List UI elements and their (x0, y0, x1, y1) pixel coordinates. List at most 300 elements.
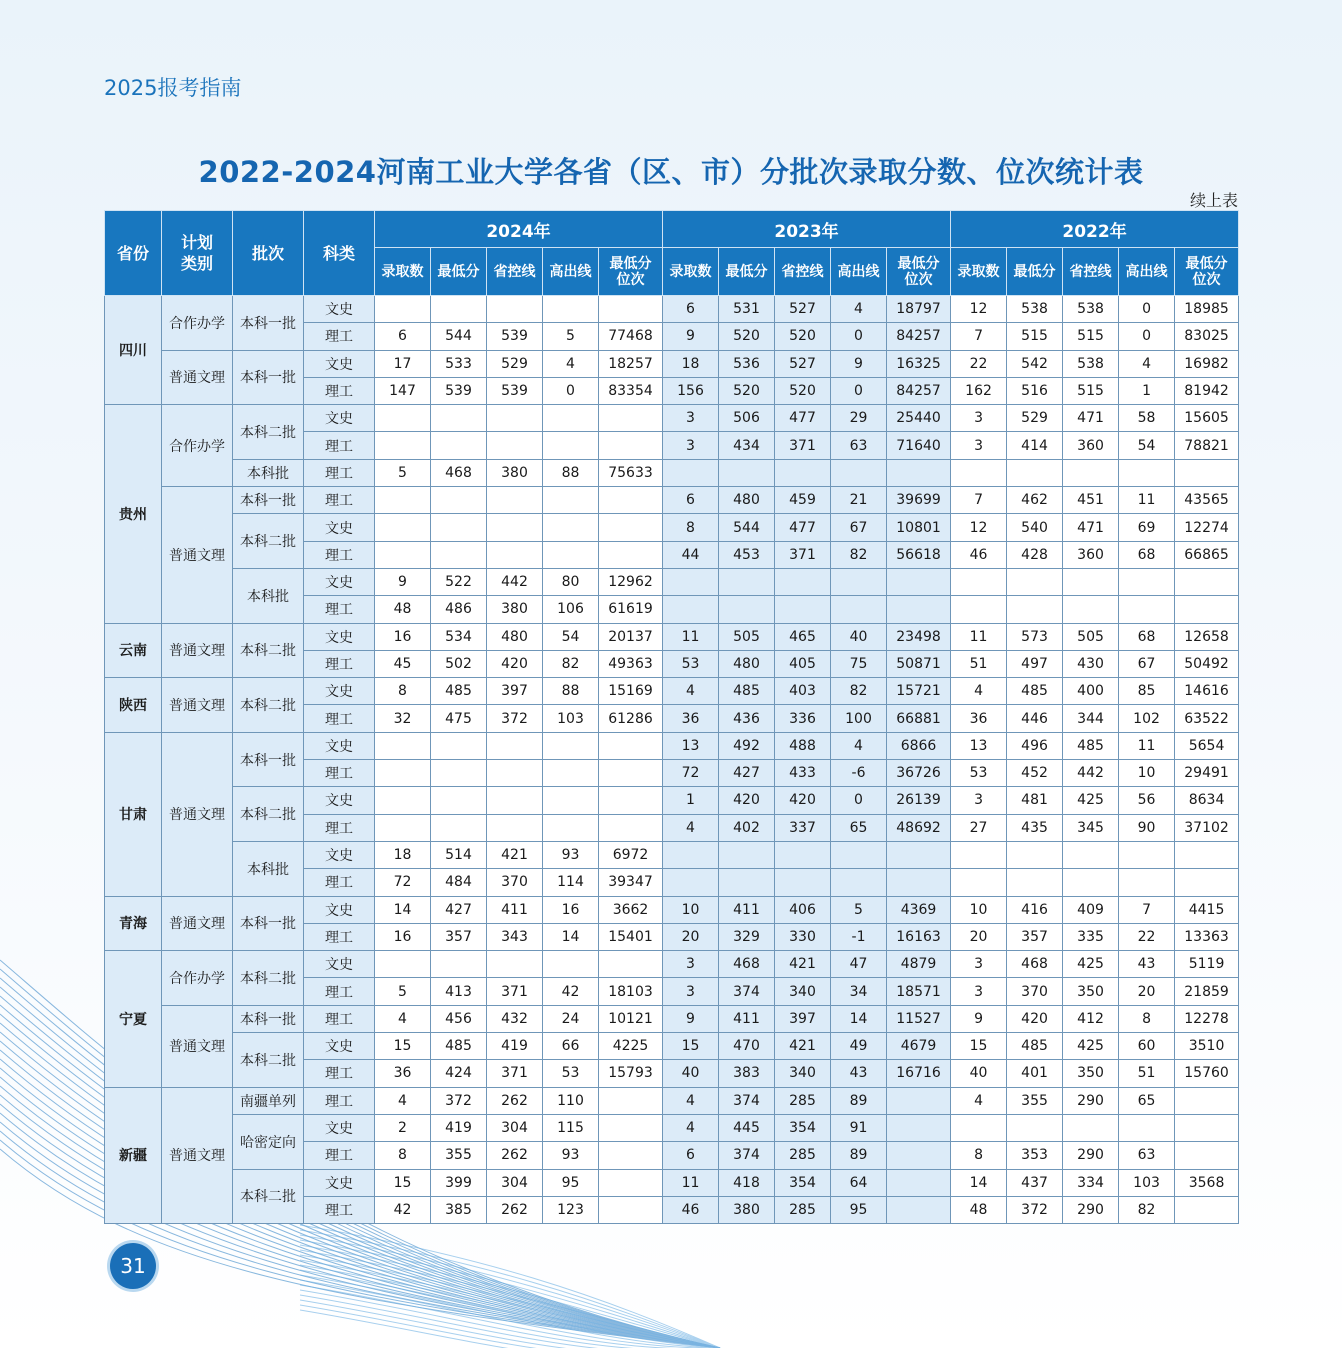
value-cell-2022年-2: 515 (1063, 323, 1119, 350)
value-cell-2024年-2 (487, 814, 543, 841)
subject-cell: 理工 (304, 1087, 375, 1114)
subject-cell: 文史 (304, 405, 375, 432)
value-cell-2023年-2: 520 (775, 377, 831, 404)
admission-score-table (104, 210, 1239, 1224)
value-cell-2023年-3: 82 (831, 541, 887, 568)
value-cell-2024年-0 (375, 432, 431, 459)
batch-cell: 本科二批 (233, 623, 304, 678)
value-cell-2023年-0: 156 (663, 377, 719, 404)
value-cell-2024年-2: 411 (487, 896, 543, 923)
value-cell-2023年-3: 63 (831, 432, 887, 459)
value-cell-2022年-4: 66865 (1175, 541, 1239, 568)
value-cell-2022年-2: 290 (1063, 1196, 1119, 1223)
value-cell-2023年-4: 10801 (887, 514, 951, 541)
value-cell-2024年-4: 3662 (599, 896, 663, 923)
value-cell-2022年-2: 451 (1063, 487, 1119, 514)
value-cell-2022年-2: 485 (1063, 732, 1119, 759)
header-year-2024: 2024年 (375, 211, 663, 248)
value-cell-2023年-3: 49 (831, 1033, 887, 1060)
table-row (105, 951, 1239, 978)
value-cell-2024年-3: 82 (543, 650, 599, 677)
value-cell-2022年-1: 435 (1007, 814, 1063, 841)
value-cell-2024年-3: 115 (543, 1114, 599, 1141)
value-cell-2024年-4 (599, 432, 663, 459)
value-cell-2023年-4 (887, 1169, 951, 1196)
header-plan-type: 计划 类别 (162, 211, 233, 296)
value-cell-2022年-2: 471 (1063, 405, 1119, 432)
value-cell-2024年-4 (599, 1142, 663, 1169)
value-cell-2023年-0: 11 (663, 623, 719, 650)
value-cell-2024年-2: 371 (487, 978, 543, 1005)
value-cell-2024年-4: 18103 (599, 978, 663, 1005)
table-row (105, 1005, 1239, 1032)
value-cell-2024年-4: 61619 (599, 596, 663, 623)
value-cell-2024年-3 (543, 487, 599, 514)
value-cell-2023年-3: 4 (831, 296, 887, 323)
subject-cell: 理工 (304, 1142, 375, 1169)
value-cell-2023年-2: 336 (775, 705, 831, 732)
value-cell-2022年-1: 485 (1007, 678, 1063, 705)
value-cell-2022年-2: 345 (1063, 814, 1119, 841)
value-cell-2023年-3: 100 (831, 705, 887, 732)
value-cell-2022年-2: 290 (1063, 1142, 1119, 1169)
plan-type-cell: 普通文理 (162, 487, 233, 623)
value-cell-2024年-4 (599, 541, 663, 568)
value-cell-2022年-2: 344 (1063, 705, 1119, 732)
value-cell-2022年-4: 16982 (1175, 350, 1239, 377)
value-cell-2024年-2 (487, 405, 543, 432)
value-cell-2023年-1: 520 (719, 323, 775, 350)
value-cell-2022年-2: 425 (1063, 787, 1119, 814)
value-cell-2024年-1 (431, 487, 487, 514)
value-cell-2022年-1: 416 (1007, 896, 1063, 923)
value-cell-2022年-0 (951, 596, 1007, 623)
value-cell-2022年-4 (1175, 1087, 1239, 1114)
subheader-2024年-1: 最低分 (431, 248, 487, 296)
value-cell-2023年-1: 470 (719, 1033, 775, 1060)
value-cell-2024年-3: 0 (543, 377, 599, 404)
value-cell-2024年-4 (599, 1196, 663, 1223)
value-cell-2023年-2: 371 (775, 541, 831, 568)
value-cell-2022年-2: 430 (1063, 650, 1119, 677)
value-cell-2024年-3 (543, 814, 599, 841)
value-cell-2022年-1: 420 (1007, 1005, 1063, 1032)
value-cell-2022年-4: 12274 (1175, 514, 1239, 541)
table-row (105, 487, 1239, 514)
value-cell-2024年-1: 424 (431, 1060, 487, 1087)
value-cell-2022年-3: 85 (1119, 678, 1175, 705)
value-cell-2023年-3: 91 (831, 1114, 887, 1141)
value-cell-2022年-1: 355 (1007, 1087, 1063, 1114)
value-cell-2022年-0 (951, 459, 1007, 486)
value-cell-2024年-1: 475 (431, 705, 487, 732)
value-cell-2022年-1 (1007, 459, 1063, 486)
value-cell-2023年-2 (775, 869, 831, 896)
value-cell-2023年-2 (775, 841, 831, 868)
value-cell-2024年-1: 468 (431, 459, 487, 486)
value-cell-2024年-0: 147 (375, 377, 431, 404)
value-cell-2022年-4: 18985 (1175, 296, 1239, 323)
value-cell-2022年-1: 357 (1007, 923, 1063, 950)
value-cell-2022年-2: 400 (1063, 678, 1119, 705)
value-cell-2023年-0: 6 (663, 487, 719, 514)
value-cell-2024年-1 (431, 732, 487, 759)
value-cell-2022年-3: 43 (1119, 951, 1175, 978)
value-cell-2023年-3 (831, 459, 887, 486)
value-cell-2024年-0 (375, 760, 431, 787)
value-cell-2023年-0: 4 (663, 1114, 719, 1141)
value-cell-2022年-4: 50492 (1175, 650, 1239, 677)
subject-cell: 文史 (304, 350, 375, 377)
value-cell-2024年-0: 5 (375, 978, 431, 1005)
value-cell-2022年-1: 538 (1007, 296, 1063, 323)
value-cell-2022年-3: 67 (1119, 650, 1175, 677)
value-cell-2022年-1: 497 (1007, 650, 1063, 677)
table-body (105, 296, 1239, 1224)
value-cell-2022年-3 (1119, 869, 1175, 896)
value-cell-2023年-4: 16163 (887, 923, 951, 950)
value-cell-2022年-3 (1119, 1114, 1175, 1141)
value-cell-2024年-3 (543, 760, 599, 787)
value-cell-2024年-4: 83354 (599, 377, 663, 404)
value-cell-2024年-1: 544 (431, 323, 487, 350)
value-cell-2024年-3: 53 (543, 1060, 599, 1087)
value-cell-2023年-3 (831, 568, 887, 595)
value-cell-2023年-3: 0 (831, 377, 887, 404)
value-cell-2023年-1: 531 (719, 296, 775, 323)
value-cell-2023年-3: 14 (831, 1005, 887, 1032)
value-cell-2023年-3 (831, 841, 887, 868)
value-cell-2024年-4: 12962 (599, 568, 663, 595)
value-cell-2024年-0: 48 (375, 596, 431, 623)
batch-cell: 本科二批 (233, 1033, 304, 1088)
value-cell-2024年-1: 502 (431, 650, 487, 677)
value-cell-2024年-2: 420 (487, 650, 543, 677)
value-cell-2022年-1: 462 (1007, 487, 1063, 514)
value-cell-2024年-3: 88 (543, 678, 599, 705)
value-cell-2022年-0: 12 (951, 296, 1007, 323)
value-cell-2024年-0: 15 (375, 1169, 431, 1196)
subheader-2024年-0: 录取数 (375, 248, 431, 296)
batch-cell: 本科二批 (233, 678, 304, 733)
value-cell-2024年-0: 14 (375, 896, 431, 923)
value-cell-2022年-0: 7 (951, 487, 1007, 514)
value-cell-2024年-4: 61286 (599, 705, 663, 732)
value-cell-2022年-0: 53 (951, 760, 1007, 787)
batch-cell: 本科批 (233, 459, 304, 486)
header-province: 省份 (105, 211, 162, 296)
value-cell-2022年-0: 40 (951, 1060, 1007, 1087)
value-cell-2022年-0: 46 (951, 541, 1007, 568)
table-row (105, 568, 1239, 595)
value-cell-2022年-4: 3510 (1175, 1033, 1239, 1060)
value-cell-2024年-3: 24 (543, 1005, 599, 1032)
value-cell-2023年-2 (775, 568, 831, 595)
value-cell-2024年-3: 14 (543, 923, 599, 950)
value-cell-2022年-0: 27 (951, 814, 1007, 841)
subject-cell: 理工 (304, 596, 375, 623)
value-cell-2022年-2: 425 (1063, 951, 1119, 978)
value-cell-2023年-1: 485 (719, 678, 775, 705)
value-cell-2024年-1: 413 (431, 978, 487, 1005)
value-cell-2024年-1: 484 (431, 869, 487, 896)
subheader-2024年-3: 高出线 (543, 248, 599, 296)
value-cell-2023年-0: 53 (663, 650, 719, 677)
subject-cell: 文史 (304, 568, 375, 595)
value-cell-2022年-1: 372 (1007, 1196, 1063, 1223)
value-cell-2024年-4: 6972 (599, 841, 663, 868)
value-cell-2024年-2 (487, 487, 543, 514)
value-cell-2023年-3: 34 (831, 978, 887, 1005)
table-row (105, 296, 1239, 323)
value-cell-2022年-4 (1175, 568, 1239, 595)
province-cell: 四川 (105, 296, 162, 405)
value-cell-2023年-4: 4369 (887, 896, 951, 923)
value-cell-2022年-1: 452 (1007, 760, 1063, 787)
subject-cell: 理工 (304, 923, 375, 950)
value-cell-2023年-0: 15 (663, 1033, 719, 1060)
value-cell-2024年-3 (543, 787, 599, 814)
value-cell-2022年-1: 353 (1007, 1142, 1063, 1169)
value-cell-2024年-2: 419 (487, 1033, 543, 1060)
value-cell-2022年-1: 542 (1007, 350, 1063, 377)
value-cell-2024年-2: 262 (487, 1196, 543, 1223)
value-cell-2023年-4 (887, 459, 951, 486)
province-cell: 青海 (105, 896, 162, 951)
value-cell-2023年-4: 26139 (887, 787, 951, 814)
value-cell-2023年-2: 354 (775, 1114, 831, 1141)
value-cell-2022年-0: 162 (951, 377, 1007, 404)
value-cell-2022年-3: 11 (1119, 487, 1175, 514)
value-cell-2023年-1: 505 (719, 623, 775, 650)
value-cell-2023年-1: 411 (719, 896, 775, 923)
value-cell-2024年-3 (543, 405, 599, 432)
subject-cell: 文史 (304, 732, 375, 759)
value-cell-2023年-2: 285 (775, 1196, 831, 1223)
value-cell-2023年-3: 95 (831, 1196, 887, 1223)
value-cell-2024年-4: 75633 (599, 459, 663, 486)
value-cell-2024年-4 (599, 405, 663, 432)
value-cell-2024年-3: 16 (543, 896, 599, 923)
value-cell-2022年-0: 14 (951, 1169, 1007, 1196)
value-cell-2023年-3: 75 (831, 650, 887, 677)
value-cell-2022年-3: 0 (1119, 296, 1175, 323)
value-cell-2023年-4: 23498 (887, 623, 951, 650)
value-cell-2024年-3: 93 (543, 1142, 599, 1169)
value-cell-2023年-4: 48692 (887, 814, 951, 841)
value-cell-2024年-0: 8 (375, 1142, 431, 1169)
plan-type-cell: 普通文理 (162, 623, 233, 678)
value-cell-2024年-4: 15793 (599, 1060, 663, 1087)
value-cell-2023年-2: 406 (775, 896, 831, 923)
value-cell-2022年-0: 48 (951, 1196, 1007, 1223)
value-cell-2023年-2: 337 (775, 814, 831, 841)
value-cell-2022年-1 (1007, 1114, 1063, 1141)
subject-cell: 理工 (304, 869, 375, 896)
value-cell-2023年-4: 56618 (887, 541, 951, 568)
table-row (105, 678, 1239, 705)
value-cell-2022年-0: 20 (951, 923, 1007, 950)
batch-cell: 本科二批 (233, 951, 304, 1006)
value-cell-2022年-3 (1119, 568, 1175, 595)
value-cell-2024年-3 (543, 732, 599, 759)
value-cell-2022年-2 (1063, 1114, 1119, 1141)
table-row (105, 841, 1239, 868)
value-cell-2024年-0 (375, 296, 431, 323)
value-cell-2023年-1: 480 (719, 487, 775, 514)
value-cell-2023年-2: 477 (775, 405, 831, 432)
value-cell-2022年-3: 58 (1119, 405, 1175, 432)
value-cell-2022年-1: 496 (1007, 732, 1063, 759)
value-cell-2023年-3 (831, 869, 887, 896)
value-cell-2023年-2: 520 (775, 323, 831, 350)
table-row (105, 459, 1239, 486)
value-cell-2023年-4: 16325 (887, 350, 951, 377)
value-cell-2024年-3: 66 (543, 1033, 599, 1060)
value-cell-2022年-4: 37102 (1175, 814, 1239, 841)
value-cell-2023年-3: -6 (831, 760, 887, 787)
subject-cell: 文史 (304, 1114, 375, 1141)
value-cell-2024年-2: 371 (487, 1060, 543, 1087)
value-cell-2022年-3: 103 (1119, 1169, 1175, 1196)
value-cell-2022年-2: 538 (1063, 296, 1119, 323)
table-row (105, 405, 1239, 432)
value-cell-2022年-3: 22 (1119, 923, 1175, 950)
value-cell-2022年-0: 15 (951, 1033, 1007, 1060)
value-cell-2023年-4: 36726 (887, 760, 951, 787)
value-cell-2023年-3: 0 (831, 323, 887, 350)
value-cell-2023年-0: 1 (663, 787, 719, 814)
value-cell-2022年-4: 21859 (1175, 978, 1239, 1005)
value-cell-2024年-1 (431, 514, 487, 541)
value-cell-2023年-0: 3 (663, 405, 719, 432)
value-cell-2022年-1: 516 (1007, 377, 1063, 404)
province-cell: 新疆 (105, 1087, 162, 1223)
value-cell-2022年-1 (1007, 869, 1063, 896)
value-cell-2022年-3: 11 (1119, 732, 1175, 759)
value-cell-2024年-2: 262 (487, 1142, 543, 1169)
value-cell-2022年-1: 370 (1007, 978, 1063, 1005)
value-cell-2023年-1 (719, 596, 775, 623)
value-cell-2024年-3 (543, 432, 599, 459)
subject-cell: 理工 (304, 760, 375, 787)
value-cell-2024年-1: 357 (431, 923, 487, 950)
value-cell-2022年-4 (1175, 1114, 1239, 1141)
value-cell-2024年-0 (375, 405, 431, 432)
value-cell-2023年-0: 4 (663, 678, 719, 705)
value-cell-2022年-1: 437 (1007, 1169, 1063, 1196)
batch-cell: 本科一批 (233, 350, 304, 405)
value-cell-2022年-0: 22 (951, 350, 1007, 377)
value-cell-2024年-4: 77468 (599, 323, 663, 350)
value-cell-2024年-4 (599, 732, 663, 759)
batch-cell: 本科二批 (233, 1169, 304, 1224)
value-cell-2023年-0 (663, 568, 719, 595)
subject-cell: 文史 (304, 1033, 375, 1060)
value-cell-2023年-3: 67 (831, 514, 887, 541)
value-cell-2023年-0: 40 (663, 1060, 719, 1087)
value-cell-2022年-3 (1119, 596, 1175, 623)
value-cell-2024年-1: 486 (431, 596, 487, 623)
value-cell-2023年-2: 340 (775, 1060, 831, 1087)
value-cell-2024年-1: 534 (431, 623, 487, 650)
header-batch: 批次 (233, 211, 304, 296)
value-cell-2023年-2: 465 (775, 623, 831, 650)
value-cell-2023年-0: 3 (663, 432, 719, 459)
value-cell-2022年-0 (951, 869, 1007, 896)
value-cell-2023年-4: 4679 (887, 1033, 951, 1060)
value-cell-2023年-1: 436 (719, 705, 775, 732)
value-cell-2023年-1: 374 (719, 1087, 775, 1114)
subject-cell: 理工 (304, 487, 375, 514)
value-cell-2023年-1 (719, 869, 775, 896)
value-cell-2023年-2: 527 (775, 350, 831, 377)
batch-cell: 本科二批 (233, 405, 304, 460)
value-cell-2023年-1: 411 (719, 1005, 775, 1032)
batch-cell: 本科批 (233, 841, 304, 896)
value-cell-2023年-1: 492 (719, 732, 775, 759)
province-cell: 宁夏 (105, 951, 162, 1087)
value-cell-2023年-3: 29 (831, 405, 887, 432)
subject-cell: 理工 (304, 541, 375, 568)
value-cell-2022年-2: 360 (1063, 432, 1119, 459)
plan-type-cell: 普通文理 (162, 1087, 233, 1223)
value-cell-2022年-3: 51 (1119, 1060, 1175, 1087)
value-cell-2024年-1: 522 (431, 568, 487, 595)
subheader-2024年-4: 最低分 位次 (599, 248, 663, 296)
value-cell-2024年-0: 16 (375, 623, 431, 650)
value-cell-2024年-3: 5 (543, 323, 599, 350)
subject-cell: 理工 (304, 814, 375, 841)
value-cell-2023年-1: 434 (719, 432, 775, 459)
value-cell-2024年-3: 110 (543, 1087, 599, 1114)
value-cell-2022年-1: 515 (1007, 323, 1063, 350)
subject-cell: 文史 (304, 1169, 375, 1196)
value-cell-2022年-2 (1063, 459, 1119, 486)
subheader-2023年-4: 最低分 位次 (887, 248, 951, 296)
value-cell-2024年-0: 4 (375, 1005, 431, 1032)
value-cell-2023年-3: 0 (831, 787, 887, 814)
value-cell-2022年-4 (1175, 459, 1239, 486)
value-cell-2023年-1: 374 (719, 1142, 775, 1169)
value-cell-2022年-1: 529 (1007, 405, 1063, 432)
value-cell-2022年-3: 8 (1119, 1005, 1175, 1032)
value-cell-2024年-1 (431, 296, 487, 323)
value-cell-2024年-4: 15401 (599, 923, 663, 950)
value-cell-2022年-1 (1007, 568, 1063, 595)
value-cell-2023年-3: -1 (831, 923, 887, 950)
value-cell-2023年-1: 380 (719, 1196, 775, 1223)
value-cell-2023年-4: 15721 (887, 678, 951, 705)
value-cell-2024年-2: 539 (487, 323, 543, 350)
value-cell-2023年-4 (887, 568, 951, 595)
value-cell-2024年-2: 372 (487, 705, 543, 732)
value-cell-2022年-0: 3 (951, 787, 1007, 814)
value-cell-2023年-0 (663, 596, 719, 623)
value-cell-2023年-1: 383 (719, 1060, 775, 1087)
value-cell-2023年-4: 84257 (887, 377, 951, 404)
value-cell-2023年-4: 25440 (887, 405, 951, 432)
subject-cell: 文史 (304, 951, 375, 978)
value-cell-2024年-1 (431, 760, 487, 787)
table-row (105, 896, 1239, 923)
value-cell-2023年-4: 11527 (887, 1005, 951, 1032)
subject-cell: 文史 (304, 787, 375, 814)
value-cell-2022年-4 (1175, 1196, 1239, 1223)
value-cell-2023年-2: 420 (775, 787, 831, 814)
value-cell-2024年-3: 114 (543, 869, 599, 896)
value-cell-2024年-3: 106 (543, 596, 599, 623)
